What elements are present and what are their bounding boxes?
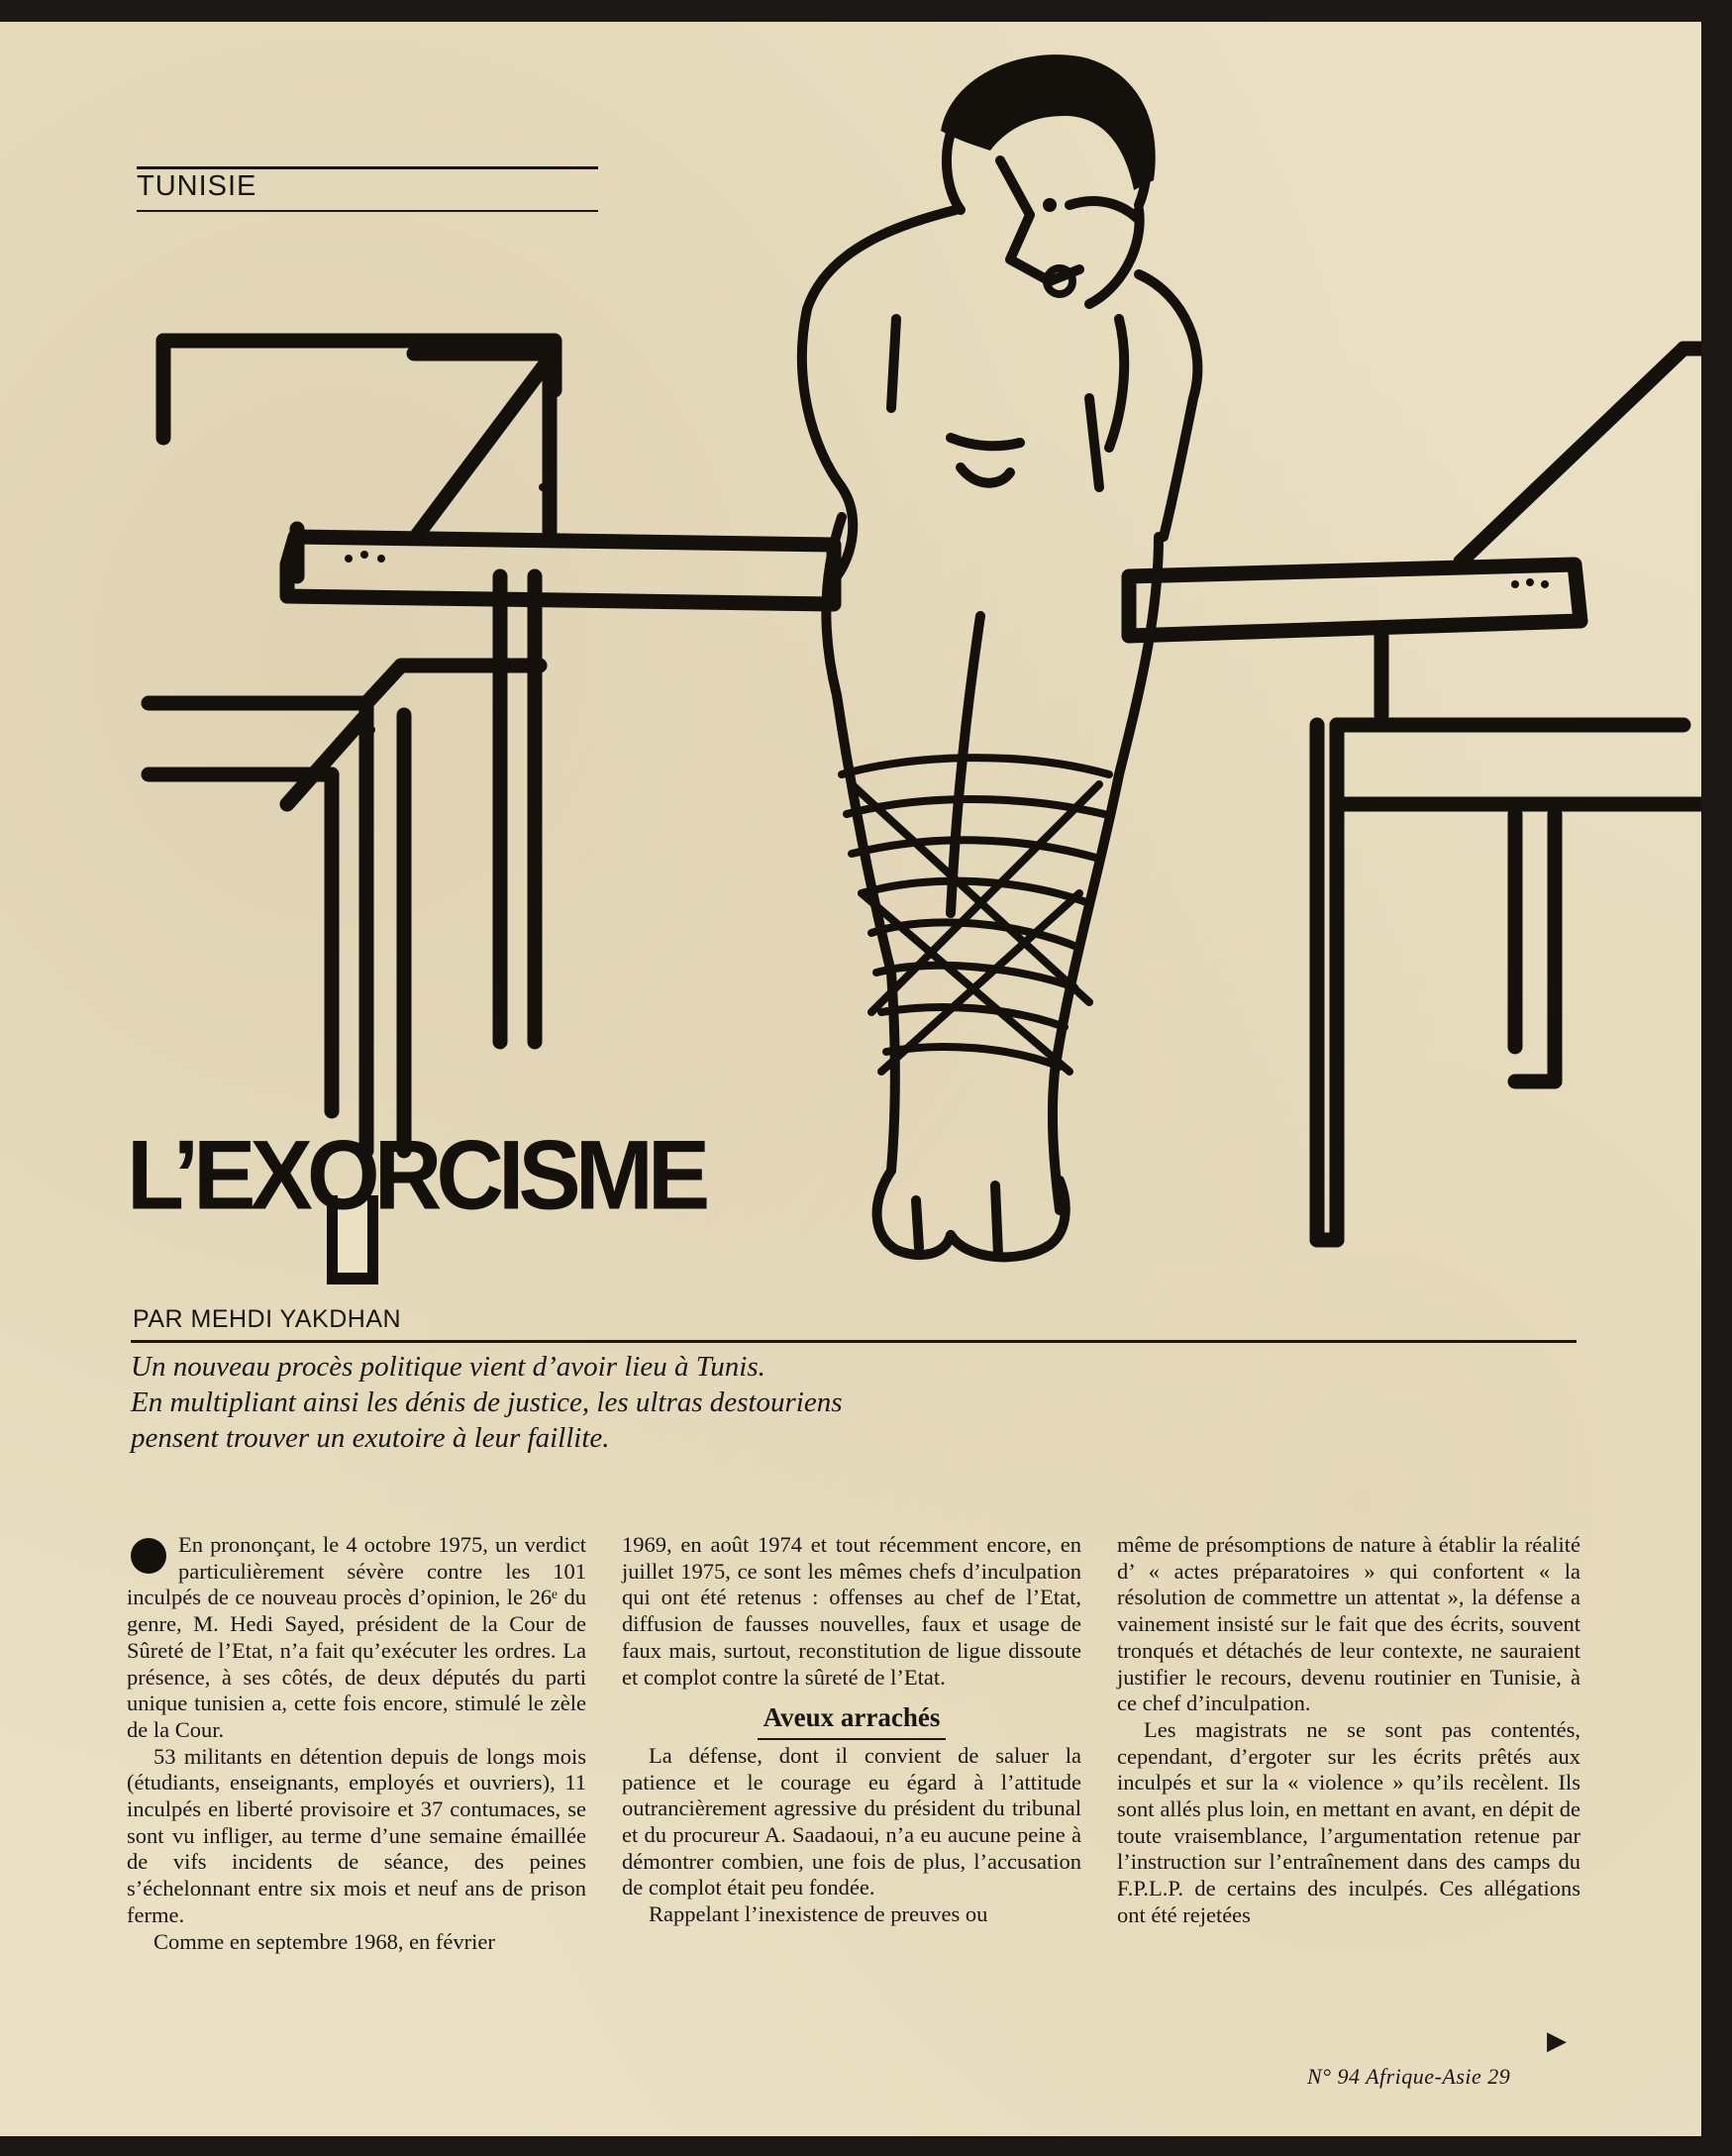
plank-left xyxy=(287,537,834,604)
page-folio: N° 94 Afrique-Asie 29 xyxy=(1307,2064,1511,2089)
paragraph: Rappelant l’inexistence de preuves ou xyxy=(649,1901,988,1927)
continue-arrow-icon: ▶ xyxy=(1547,2026,1567,2055)
figure-feet xyxy=(877,1171,1066,1257)
figure-torso xyxy=(802,210,1197,576)
article-column-2 xyxy=(622,1532,1081,1928)
plank-dots-right xyxy=(1511,578,1549,588)
lede-line-1: Un nouveau procès politique vient d’avoir lieu à Tunis. xyxy=(131,1351,765,1383)
paragraph: 1969, en août 1974 et tout récemment encore, en juillet 1975, ce sont les mêmes chefs d’inculpation qui ont été retenus : offenses au chef de l’Etat, diffusion de fausses nouvelles, faux et usage de faux mais, surtout, reconstitution de ligue dissoute et complot contre la sûreté de l’Etat. xyxy=(622,1532,1081,1690)
byline-rule xyxy=(131,1340,1577,1343)
lede-line-2: En multipliant ainsi les dénis de justice, les ultras destouriens xyxy=(131,1386,843,1418)
paragraph: même de présomptions de nature à établir la réalité d’ « actes préparatoires » qui confortent « la résolution de commettre un attentat », la défense a vainement insisté sur le fait que des écrits, souvent tronqués et détachés de leur contexte, ne sauraient justifier le recours, devenu routinier en Tunisie, à ce chef d’inculpation. xyxy=(1117,1532,1580,1716)
bullet-dropcap-icon xyxy=(131,1538,166,1574)
figure-eye xyxy=(1043,198,1057,212)
paragraph: Les magistrats ne se sont pas contentés, cependant, d’ergoter sur les écrits prêtés aux inculpés et sur la « violence » qu’ils recèlent. Ils sont allés plus loin, en mettant en avant, en dépit de toute vraisemblance, l’argumentation retenue par l’instruction sur l’entraînement dans des camps du F.P.L.P. de certains des inculpés. Ces allégations ont été rejetées xyxy=(1117,1716,1580,1927)
plank-right xyxy=(1129,565,1580,636)
paragraph: 53 militants en détention depuis de longs mois (étudiants, enseignants, employés et ouvriers), 11 inculpés en liberté provisoire et 37 contumaces, se sont vu infliger, au terme d’une semaine émaillée de vifs incidents de séance, des peines s’échelonnant entre six mois et neuf ans de prison ferme. xyxy=(127,1743,586,1927)
figure-legs xyxy=(826,517,1159,1210)
paragraph: Comme en septembre 1968, en février xyxy=(153,1928,495,1954)
headline: L’EXORCISME xyxy=(127,1120,705,1231)
article-column-1 xyxy=(127,1532,586,1955)
rope-bindings xyxy=(842,758,1109,1072)
figure-hair xyxy=(941,54,1156,190)
paragraph: En prononçant, le 4 octobre 1975, un verdict particulièrement sévère contre les 101 inculpés de ce nouveau procès d’opinion, le 26ᵉ du genre, M. Hedi Sayed, président de la Cour de Sûreté de l’Etat, n’a fait qu’exécuter les ordres. La présence, à ses côtés, de deux députés du parti unique tunisien a, cette fois encore, stimulé le zèle de la Cour. xyxy=(127,1532,586,1742)
lede-standfirst xyxy=(131,1349,1537,1456)
section-label: TUNISIE xyxy=(137,170,257,202)
magazine-page xyxy=(0,22,1701,2136)
lede-line-3: pensent trouver un exutoire à leur faillite. xyxy=(131,1422,610,1454)
subheading: Aveux arrachés xyxy=(622,1704,1081,1731)
byline: PAR MEHDI YAKDHAN xyxy=(133,1305,402,1333)
right-table-drawing xyxy=(1317,349,1701,1240)
article-column-3 xyxy=(1117,1532,1580,1929)
left-table-drawing xyxy=(149,341,555,1151)
paragraph: La défense, dont il convient de saluer la patience et le courage eu égard à l’attitude outrancièrement agressive du président du tribunal et du procureur A. Saadaoui, n’a eu aucune peine à démontrer combien, une fois de plus, l’accusation de complot était peu fondée. xyxy=(622,1742,1081,1900)
